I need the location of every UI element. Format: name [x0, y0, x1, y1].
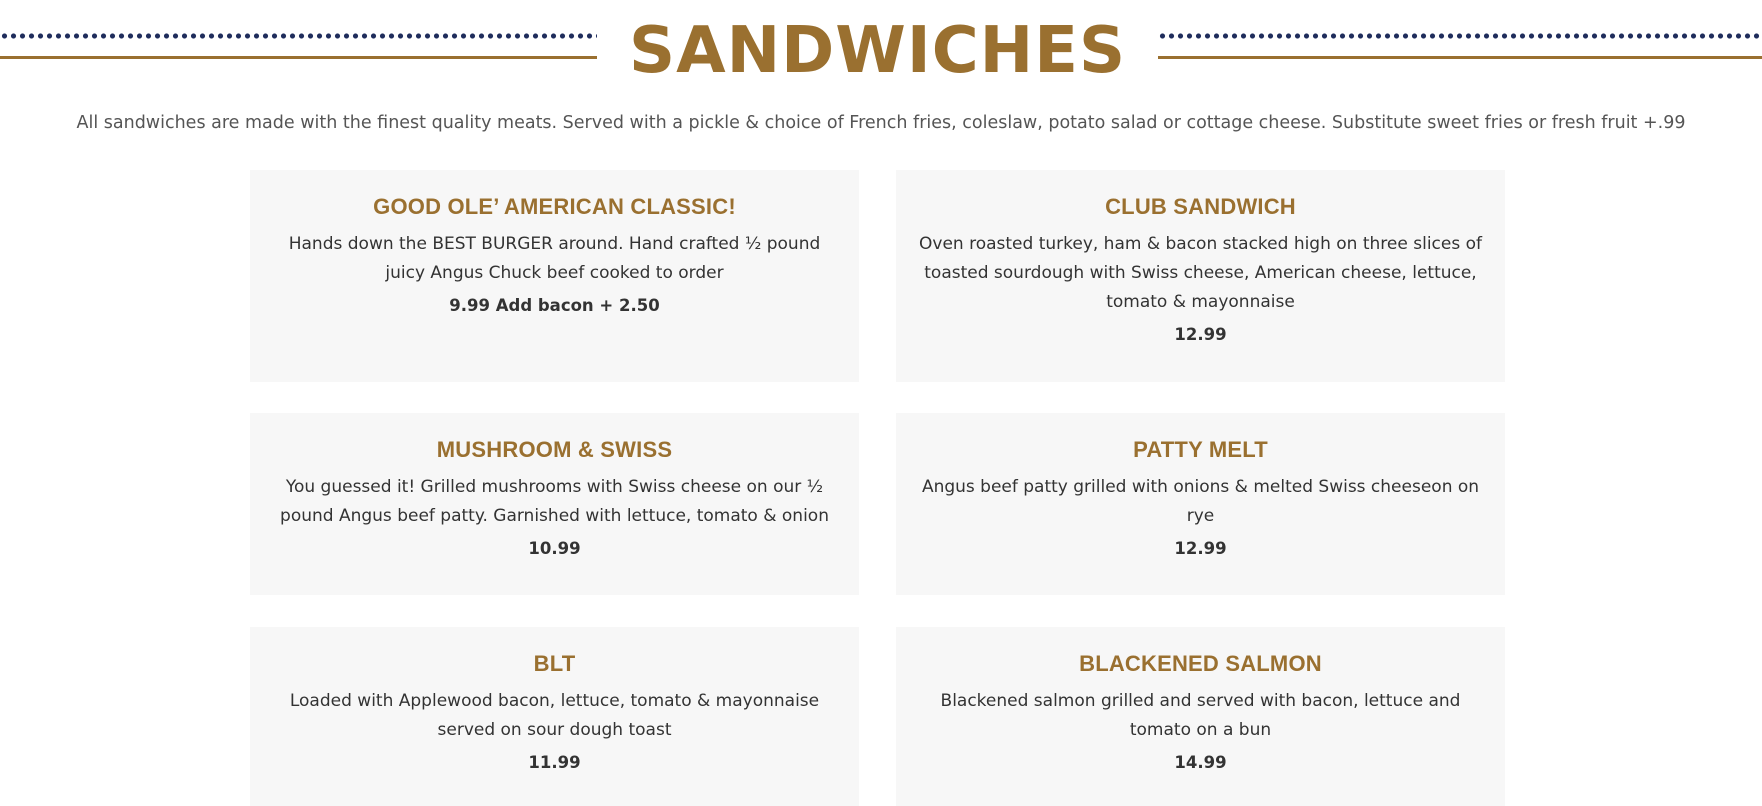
page-title: SANDWICHES — [628, 14, 1127, 88]
menu-item-card — [896, 627, 1505, 806]
section-header — [0, 0, 1762, 90]
dotted-line — [1158, 32, 1762, 40]
menu-item-card — [896, 170, 1505, 382]
menu-item-card — [250, 627, 859, 806]
menu-item-price: 11.99 — [528, 753, 581, 772]
solid-line — [0, 56, 597, 59]
menu-item-description: Loaded with Applewood bacon, lettuce, tomato & mayonnaise served on sour dough toast — [289, 691, 820, 740]
menu-item-title: BLACKENED SALMON — [1079, 651, 1322, 676]
menu-item-card — [896, 413, 1505, 595]
solid-line — [1158, 56, 1762, 59]
menu-item-card — [250, 170, 859, 382]
section-intro: All sandwiches are made with the finest quality meats. Served with a pickle & choice of French fries, coleslaw, potato salad or cottage cheese. Substitute sweet fries or fresh fruit +.99 — [76, 113, 1686, 133]
menu-item-card — [250, 413, 859, 595]
left-divider-ornament — [0, 32, 597, 62]
menu-item-price: 12.99 — [1174, 539, 1227, 558]
menu-item-description: You guessed it! Grilled mushrooms with Swiss cheese on our ½ pound Angus beef patty. Garnished with lettuce, tomato & onion — [280, 477, 829, 526]
menu-item-title: PATTY MELT — [1133, 437, 1268, 462]
menu-item-description: Angus beef patty grilled with onions & melted Swiss cheeseon on rye — [921, 477, 1480, 526]
menu-item-description: Oven roasted turkey, ham & bacon stacked high on three slices of toasted sourdough with Swiss cheese, American cheese, lettuce, tomato & mayonnaise — [919, 234, 1482, 312]
menu-item-price: 10.99 — [528, 539, 581, 558]
menu-item-title: GOOD OLE’ AMERICAN CLASSIC! — [373, 194, 736, 219]
right-divider-ornament — [1158, 32, 1762, 62]
menu-item-price: 12.99 — [1174, 325, 1227, 344]
menu-item-description: Hands down the BEST BURGER around. Hand crafted ½ pound juicy Angus Chuck beef cooked to order — [288, 234, 821, 283]
menu-item-title: MUSHROOM & SWISS — [436, 437, 673, 462]
menu-item-title: BLT — [533, 651, 576, 676]
menu-item-title: CLUB SANDWICH — [1105, 194, 1296, 219]
menu-item-description: Blackened salmon grilled and served with bacon, lettuce and tomato on a bun — [940, 691, 1461, 740]
menu-item-price: 14.99 — [1174, 753, 1227, 772]
menu-item-price: 9.99 Add bacon + 2.50 — [449, 296, 660, 315]
dotted-line — [0, 32, 597, 40]
